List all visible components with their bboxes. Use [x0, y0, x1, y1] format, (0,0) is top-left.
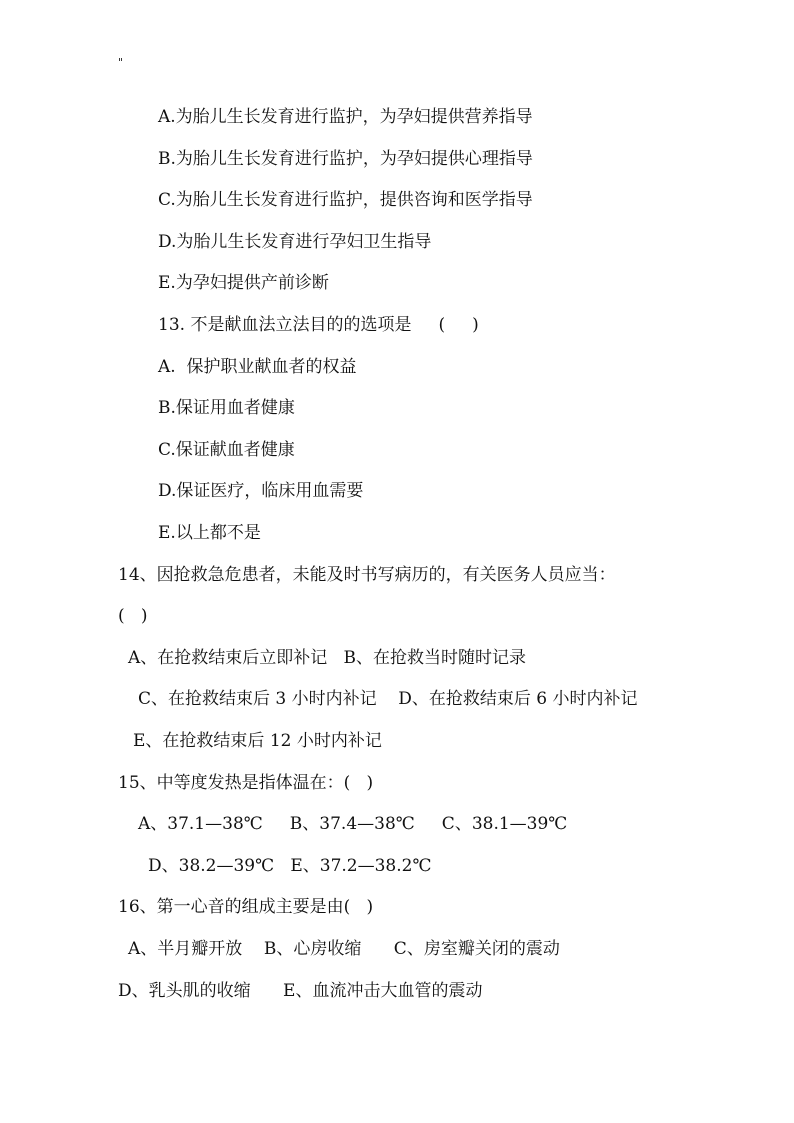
option-12c: C.为胎儿生长发育进行监护，提供咨询和医学指导 [158, 190, 533, 210]
option-12e: E.为孕妇提供产前诊断 [158, 273, 329, 293]
option-13c: C.保证献血者健康 [158, 440, 295, 460]
option-13e: E.以上都不是 [158, 523, 261, 543]
question-14-bracket: ( ) [118, 606, 148, 626]
options-16-abc: A、半月瓣开放 B、心房收缩 C、房室瓣关闭的震动 [128, 939, 560, 959]
option-12d: D.为胎儿生长发育进行孕妇卫生指导 [158, 232, 432, 252]
option-12b: B.为胎儿生长发育进行监护，为孕妇提供心理指导 [158, 149, 533, 169]
options-14-cd: C、在抢救结束后 3 小时内补记 D、在抢救结束后 6 小时内补记 [138, 689, 638, 709]
option-13d: D.保证医疗，临床用血需要 [158, 481, 364, 501]
question-13: 13. 不是献血法立法目的的选项是 ( ) [158, 315, 479, 335]
option-13b: B.保证用血者健康 [158, 398, 295, 418]
option-14e: E、在抢救结束后 12 小时内补记 [133, 731, 382, 751]
options-15-de: D、38.2—39℃ E、37.2—38.2℃ [148, 856, 432, 876]
question-16: 16、第一心音的组成主要是由( ) [118, 897, 374, 917]
option-13a: A. 保护职业献血者的权益 [158, 357, 357, 377]
options-14-ab: A、在抢救结束后立即补记 B、在抢救当时随时记录 [128, 648, 526, 668]
question-14: 14、因抢救急危患者，未能及时书写病历的，有关医务人员应当： [118, 565, 616, 585]
question-15: 15、中等度发热是指体温在：( ) [118, 773, 374, 793]
top-mark: " [118, 56, 124, 69]
option-12a: A.为胎儿生长发育进行监护，为孕妇提供营养指导 [158, 107, 533, 127]
options-15-abc: A、37.1—38℃ B、37.4—38℃ C、38.1—39℃ [138, 814, 568, 834]
options-16-de: D、乳头肌的收缩 E、血流冲击大血管的震动 [118, 981, 483, 1001]
